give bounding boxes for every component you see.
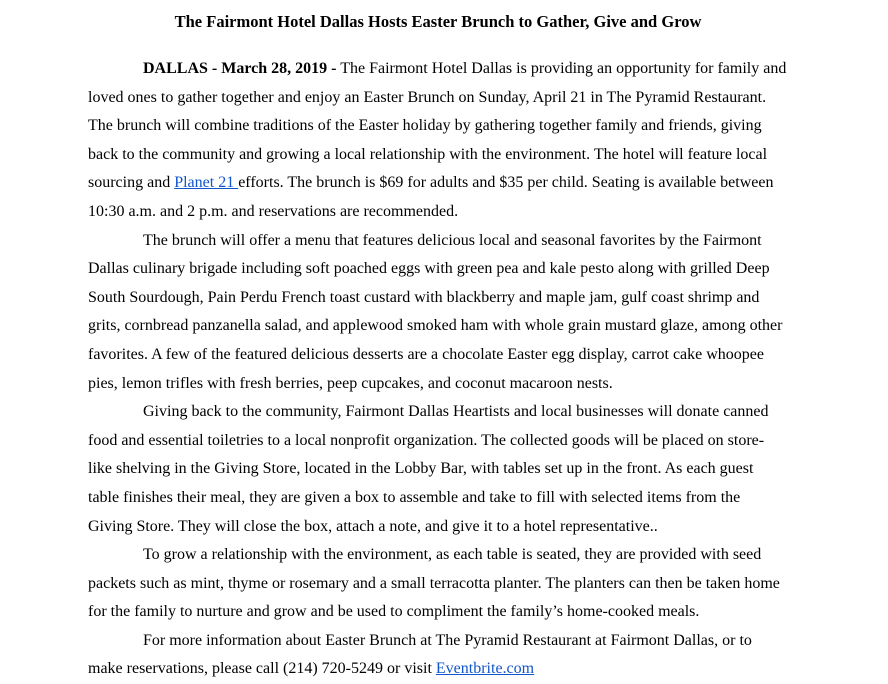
press-release-body [88, 55, 788, 684]
paragraph-intro [88, 55, 788, 227]
paragraph-more-info-text: For more information about Easter Brunch at The Pyramid Restaurant at Fairmont Dallas, or to make reservations, please call (214) 720-5249 or visit [88, 631, 752, 678]
paragraph-grow: To grow a relationship with the environment, as each table is seated, they are provided with seed packets such as mint, thyme or rosemary and a small terracotta planter. The planters can then be taken home for the family to nurture and grow and be used to compliment the family’s home-cooked meals. [88, 546, 780, 621]
press-release-title: The Fairmont Hotel Dallas Hosts Easter Brunch to Gather, Give and Grow [174, 12, 702, 31]
dateline: DALLAS - March 28, 2019 - [143, 60, 337, 77]
planet-21-link[interactable]: Planet 21 [174, 174, 239, 192]
paragraph-intro-text-a: The Fairmont Hotel Dallas is providing an opportunity for family and loved ones to gather together and enjoy an Easter Brunch on Sunday, April 21 in The Pyramid Restaurant. The brunch will combine traditions of the Easter holiday by gathering together family and friends, giving back to the community and growing a local relationship with the environment. The hotel will feature local sourcing and [88, 60, 787, 192]
paragraph-more-info [88, 627, 788, 684]
paragraph-giving-back: Giving back to the community, Fairmont Dallas Heartists and local businesses will donate canned food and essential toiletries to a local nonprofit organization. The collected goods will be placed on store-like shelving in the Giving Store, located in the Lobby Bar, with tables set up in the front. As each guest table finishes their meal, they are given a box to assemble and take to fill with selected items from the Giving Store. They will close the box, attach a note, and give it to a hotel representative.. [88, 403, 769, 535]
eventbrite-link[interactable]: Eventbrite.com [435, 660, 535, 678]
paragraph-menu: The brunch will offer a menu that features delicious local and seasonal favorites by the Fairmont Dallas culinary brigade including soft poached eggs with green pea and kale pesto along with grilled Deep South Sourdough, Pain Perdu French toast custard with blackberry and maple jam, gulf coast shrimp and grits, cornbread panzanella salad, and applewood smoked ham with whole grain mustard glaze, among other favorites. A few of the featured delicious desserts are a chocolate Easter egg display, carrot cake whoopee pies, lemon trifles with fresh berries, peep cupcakes, and coconut macaroon nests. [88, 231, 783, 392]
paragraph-intro-text-b: efforts. The brunch is $69 for adults and $35 per child. Seating is available between 10:30 a.m. and 2 p.m. and reservations are recommended. [88, 174, 774, 220]
